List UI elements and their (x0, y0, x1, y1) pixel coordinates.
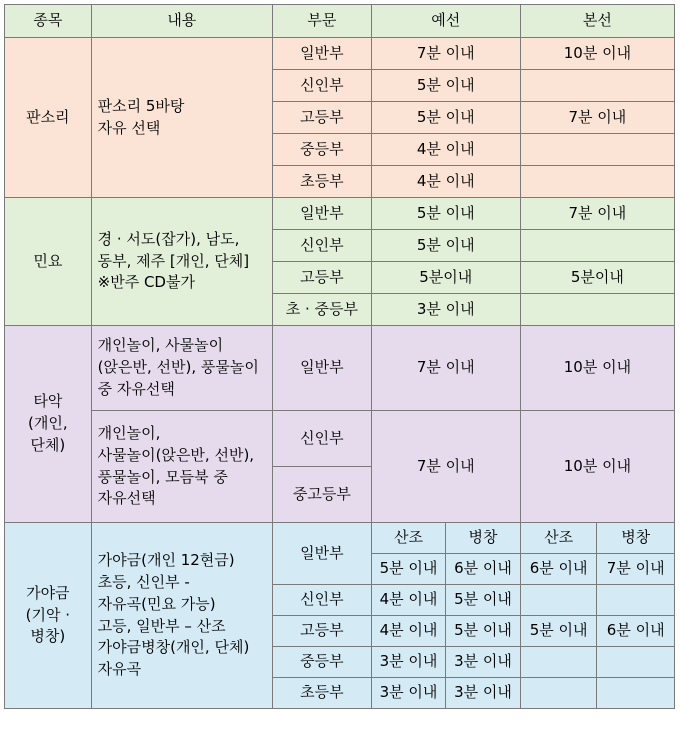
time-cell: 7분 이내 (597, 554, 675, 585)
final-cell: 10분 이내 (520, 38, 674, 70)
preliminary-cell: 7분 이내 (371, 411, 520, 523)
division-cell: 일반부 (272, 523, 371, 585)
final-cell (520, 230, 674, 262)
minyo-name: 민요 (5, 198, 92, 326)
pansori-content: 판소리 5바탕 자유 선택 (91, 38, 272, 198)
time-cell (597, 585, 675, 616)
time-cell: 5분 이내 (446, 585, 521, 616)
time-cell: 5분 이내 (520, 616, 597, 647)
preliminary-cell: 4분 이내 (371, 134, 520, 166)
table-row (5, 411, 675, 467)
header-content: 내용 (91, 5, 272, 38)
division-cell: 중등부 (272, 647, 371, 678)
division-cell: 일반부 (272, 326, 371, 411)
time-cell (520, 585, 597, 616)
final-cell: 10분 이내 (520, 326, 674, 411)
division-cell: 고등부 (272, 616, 371, 647)
time-cell: 5분 이내 (371, 554, 446, 585)
division-cell: 신인부 (272, 230, 371, 262)
time-cell (520, 678, 597, 709)
final-cell (520, 294, 674, 326)
taak-name: 타악 (개인, 단체) (5, 326, 92, 523)
table-row (5, 198, 675, 230)
division-cell: 중등부 (272, 134, 371, 166)
final-cell: 7분 이내 (520, 198, 674, 230)
table-row (5, 326, 675, 411)
sub-header-byeongchang: 병창 (446, 523, 521, 554)
final-cell (520, 166, 674, 198)
header-final: 본선 (520, 5, 674, 38)
time-cell: 6분 이내 (446, 554, 521, 585)
table-row (5, 523, 675, 554)
division-cell: 일반부 (272, 198, 371, 230)
division-cell: 고등부 (272, 262, 371, 294)
minyo-content: 경 · 서도(잡가), 남도, 동부, 제주 [개인, 단체] ※반주 CD불가 (91, 198, 272, 326)
sub-header-sanjo: 산조 (371, 523, 446, 554)
division-cell: 중고등부 (272, 467, 371, 523)
time-cell: 4분 이내 (371, 616, 446, 647)
header-preliminary: 예선 (371, 5, 520, 38)
sub-header-sanjo: 산조 (520, 523, 597, 554)
time-cell: 3분 이내 (371, 678, 446, 709)
preliminary-cell: 7분 이내 (371, 38, 520, 70)
gayageum-content: 가야금(개인 12현금) 초등, 신인부 - 자유곡(민요 가능) 고등, 일반부 – 산조 가야금병창(개인, 단체) 자유곡 (91, 523, 272, 709)
time-cell (597, 647, 675, 678)
division-cell: 고등부 (272, 102, 371, 134)
preliminary-cell: 4분 이내 (371, 166, 520, 198)
header-category: 종목 (5, 5, 92, 38)
final-cell (520, 70, 674, 102)
division-cell: 초등부 (272, 166, 371, 198)
taak-content-2: 개인놀이, 사물놀이(앉은반, 선반), 풍물놀이, 모듬북 중 자유선택 (91, 411, 272, 523)
preliminary-cell: 5분 이내 (371, 102, 520, 134)
preliminary-cell: 3분 이내 (371, 294, 520, 326)
division-cell: 초 · 중등부 (272, 294, 371, 326)
time-cell: 3분 이내 (446, 647, 521, 678)
division-cell: 초등부 (272, 678, 371, 709)
time-cell (597, 678, 675, 709)
time-cell: 3분 이내 (371, 647, 446, 678)
division-cell: 신인부 (272, 585, 371, 616)
time-cell: 6분 이내 (520, 554, 597, 585)
final-cell (520, 134, 674, 166)
gayageum-name: 가야금 (기악 · 병창) (5, 523, 92, 709)
pansori-name: 판소리 (5, 38, 92, 198)
time-cell: 3분 이내 (446, 678, 521, 709)
final-cell: 7분 이내 (520, 102, 674, 134)
sub-header-byeongchang: 병창 (597, 523, 675, 554)
final-cell: 5분이내 (520, 262, 674, 294)
preliminary-cell: 5분 이내 (371, 70, 520, 102)
taak-content-1: 개인놀이, 사물놀이 (앉은반, 선반), 풍물놀이 중 자유선택 (91, 326, 272, 411)
division-cell: 일반부 (272, 38, 371, 70)
preliminary-cell: 7분 이내 (371, 326, 520, 411)
competition-table (4, 4, 675, 709)
table-row (5, 38, 675, 70)
time-cell: 4분 이내 (371, 585, 446, 616)
preliminary-cell: 5분이내 (371, 262, 520, 294)
preliminary-cell: 5분 이내 (371, 198, 520, 230)
time-cell: 5분 이내 (446, 616, 521, 647)
final-cell: 10분 이내 (520, 411, 674, 523)
time-cell: 6분 이내 (597, 616, 675, 647)
header-row (5, 5, 675, 38)
division-cell: 신인부 (272, 411, 371, 467)
header-division: 부문 (272, 5, 371, 38)
division-cell: 신인부 (272, 70, 371, 102)
preliminary-cell: 5분 이내 (371, 230, 520, 262)
time-cell (520, 647, 597, 678)
